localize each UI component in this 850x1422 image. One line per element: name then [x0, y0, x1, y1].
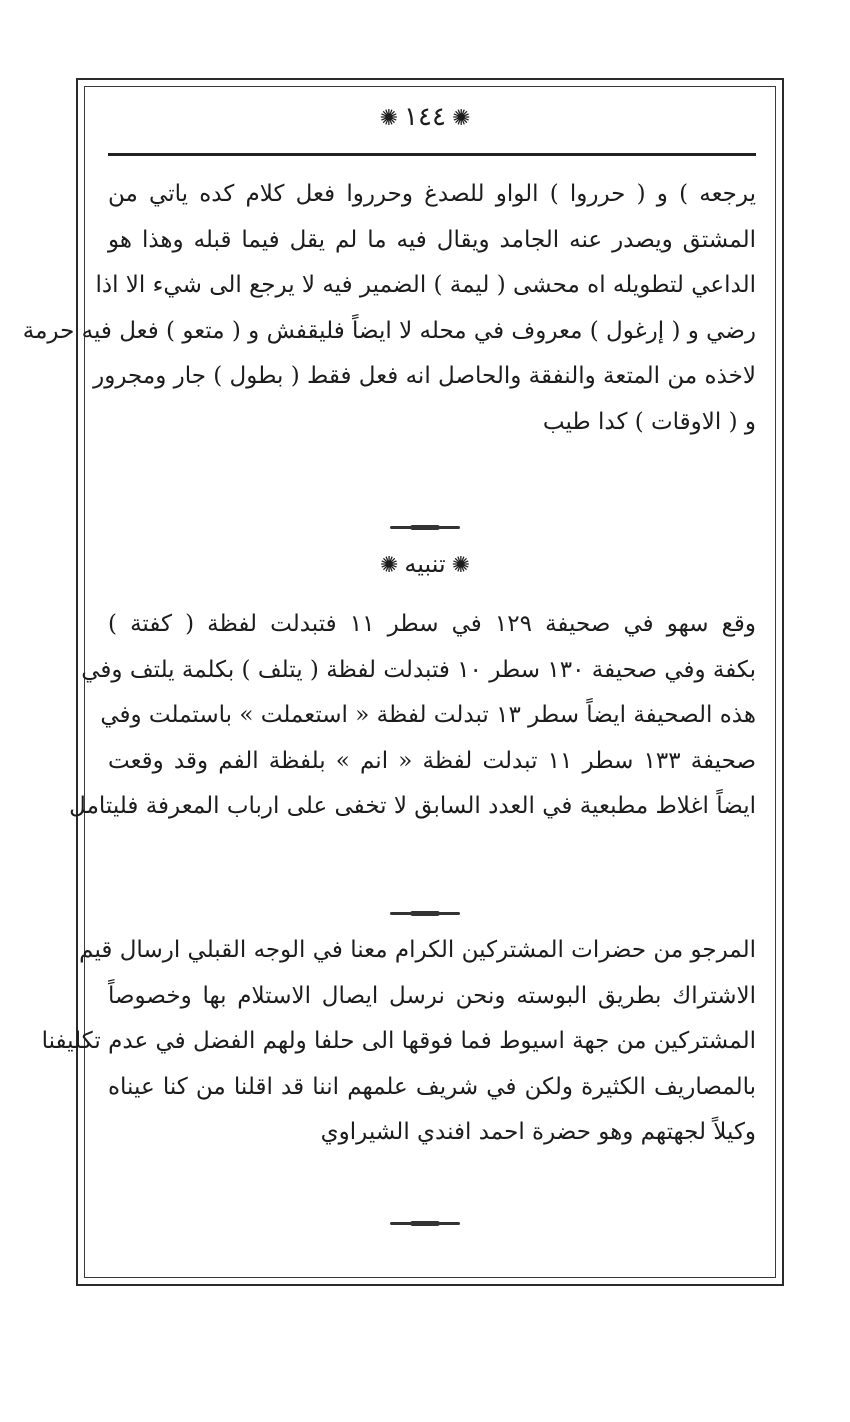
text-line: ايضاً اغلاط مطبعية في العدد السابق لا تخفى على ارباب المعرفة فليتامل: [69, 793, 756, 819]
ornament-icon: ✺: [451, 106, 471, 131]
text-line: وكيلاً لجهتهم وهو حضرة احمد افندي الشيراوي: [320, 1119, 756, 1145]
paragraph-subscribers: [41, 928, 756, 1156]
text-line: و ( الاوقات ) كدا طيب: [542, 408, 756, 435]
paragraph-errata: [69, 602, 756, 830]
text-line: المرجو من حضرات المشتركين الكرام معنا في الوجه القبلي ارسال قيم: [79, 937, 756, 963]
paragraph-commentary: [22, 172, 756, 445]
text-line: الاشتراك بطريق البوسته ونحن نرسل ايصال الاستلام بها وخصوصاً: [108, 982, 756, 1009]
divider-ornament: [0, 1210, 850, 1229]
page-number: ١٤٤: [404, 102, 446, 132]
text-line: وقع سهو في صحيفة ١٢٩ في سطر ١١ فتبدلت لفظة ( كفتة ): [108, 611, 756, 637]
text-line: الداعي لتطويله اه محشى ( ليمة ) الضمير فيه لا يرجع الى شيء الا اذا: [95, 272, 756, 298]
text-line: بالمصاريف الكثيرة ولكن في شريف علمهم اننا قد اقلنا من كنا عيناه: [108, 1073, 756, 1100]
divider-ornament: [0, 900, 850, 919]
ornament-icon: ✺: [379, 106, 399, 131]
ornament-icon: ✺: [451, 553, 471, 578]
divider-ornament: [0, 514, 850, 533]
text-line: رضي و ( إرغول ) معروف في محله لا ايضاً فليقفش و ( متعو ) فعل فيه حرمة: [22, 317, 756, 344]
text-line: المشتق ويصدر عنه الجامد ويقال فيه ما لم يقل فيما قبله وهذا هو: [108, 226, 756, 253]
page-header: [0, 102, 850, 132]
text-line: لاخذه من المتعة والنفقة والحاصل انه فعل فقط ( بطول ) جار ومجرور: [93, 363, 756, 389]
notice-title: تنبيه: [404, 550, 446, 578]
text-line: بكفة وفي صحيفة ١٣٠ سطر ١٠ فتبدلت لفظة ( يتلف ) بكلمة يلتف وفي: [81, 656, 756, 683]
text-line: هذه الصحيفة ايضاً سطر ١٣ تبدلت لفظة « استعملت » باستملت وفي: [100, 702, 756, 728]
ornament-icon: ✺: [379, 553, 399, 578]
text-line: صحيفة ١٣٣ سطر ١١ تبدلت لفظة « انم » بلفظة الفم وقد وقعت: [108, 747, 756, 774]
header-rule: [108, 153, 756, 156]
notice-heading: [0, 550, 850, 578]
text-line: المشتركين من جهة اسيوط فما فوقها الى حلفا ولهم الفضل في عدم تكليفنا: [41, 1028, 756, 1054]
text-line: يرجعه ) و ( حرروا ) الواو للصدغ وحرروا فعل كلام كده ياتي من: [108, 181, 756, 207]
